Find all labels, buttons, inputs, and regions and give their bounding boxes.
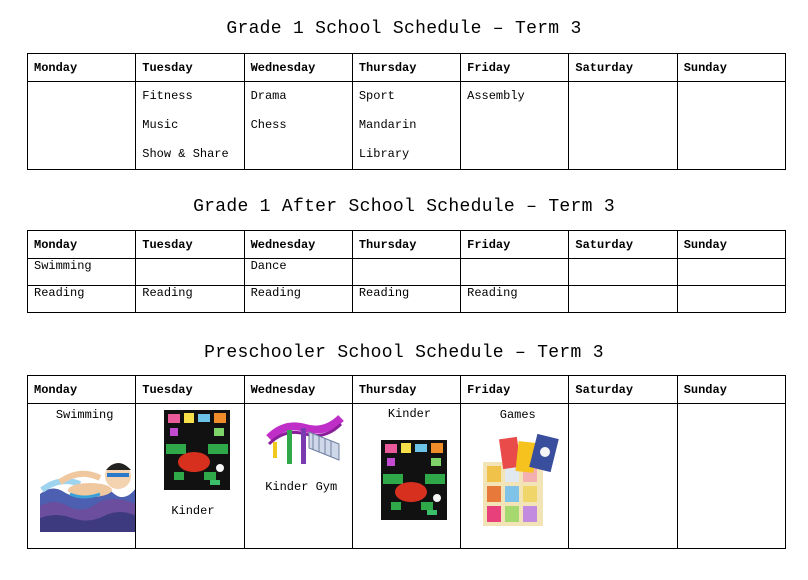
after-school-title: Grade 1 After School Schedule – Term 3 <box>193 197 615 217</box>
day-header: Friday <box>461 376 569 404</box>
day-header: Thursday <box>352 231 460 259</box>
sunday-cell <box>677 82 785 170</box>
day-header: Tuesday <box>136 376 244 404</box>
preschool-title: Preschooler School Schedule – Term 3 <box>204 343 604 363</box>
saturday-cell <box>569 82 677 170</box>
day-header: Wednesday <box>244 54 352 82</box>
school-schedule-title: Grade 1 School Schedule – Term 3 <box>226 19 582 39</box>
table-cell: Reading <box>244 286 352 313</box>
table-cell <box>677 286 785 313</box>
activity-label: Kinder Gym <box>265 480 338 494</box>
day-header: Wednesday <box>244 231 352 259</box>
table-cell: Reading <box>28 286 136 313</box>
day-header: Tuesday <box>136 231 244 259</box>
table-cell <box>136 259 244 286</box>
wednesday-cell <box>244 404 352 549</box>
activity: Chess <box>250 118 287 132</box>
day-header: Saturday <box>569 54 677 82</box>
activity-label: Kinder <box>171 504 215 518</box>
friday-cell <box>461 404 569 549</box>
thursday-cell <box>352 82 460 170</box>
day-header: Saturday <box>569 376 677 404</box>
table-cell: Dance <box>244 259 352 286</box>
thursday-cell <box>352 404 460 549</box>
wednesday-cell <box>244 82 352 170</box>
table-cell <box>461 259 569 286</box>
friday-cell <box>461 82 569 170</box>
day-header: Sunday <box>677 231 785 259</box>
table-cell: Reading <box>461 286 569 313</box>
day-header: Wednesday <box>244 376 352 404</box>
activity-label: Swimming <box>55 408 114 422</box>
day-header: Sunday <box>677 376 785 404</box>
activity-label: Kinder <box>387 407 432 421</box>
school-schedule-table <box>27 53 786 170</box>
activity: Sport <box>358 89 395 103</box>
preschool-table <box>27 375 786 549</box>
day-header: Friday <box>461 54 569 82</box>
day-header: Saturday <box>569 231 677 259</box>
day-header: Monday <box>28 54 136 82</box>
activity: Show & Share <box>142 147 229 161</box>
table-cell <box>569 286 677 313</box>
activity: Library <box>358 147 410 161</box>
table-cell <box>569 259 677 286</box>
monday-cell <box>28 82 136 170</box>
day-header: Monday <box>28 376 136 404</box>
day-header: Thursday <box>352 376 460 404</box>
table-cell <box>677 259 785 286</box>
day-header: Sunday <box>677 54 785 82</box>
activity-label: Games <box>499 408 536 422</box>
tuesday-cell <box>136 82 244 170</box>
activity: Mandarin <box>358 118 417 132</box>
after-school-table <box>27 230 786 313</box>
day-header: Monday <box>28 231 136 259</box>
day-header: Tuesday <box>136 54 244 82</box>
tuesday-cell <box>136 404 244 549</box>
table-cell: Reading <box>136 286 244 313</box>
table-cell: Reading <box>352 286 460 313</box>
activity: Music <box>142 118 179 132</box>
activity: Assembly <box>467 89 525 103</box>
classroom-icon <box>164 410 230 490</box>
activity: Fitness <box>142 89 193 103</box>
game-cards-icon <box>479 432 563 528</box>
sunday-cell <box>677 404 785 549</box>
activity: Drama <box>250 89 287 103</box>
monday-cell <box>28 404 136 549</box>
classroom-icon <box>381 440 447 520</box>
day-header: Thursday <box>352 54 460 82</box>
day-header: Friday <box>461 231 569 259</box>
play-gym-icon <box>265 408 345 468</box>
saturday-cell <box>569 404 677 549</box>
table-cell <box>352 259 460 286</box>
table-cell: Swimming <box>28 259 136 286</box>
swimmer-icon <box>40 454 136 532</box>
